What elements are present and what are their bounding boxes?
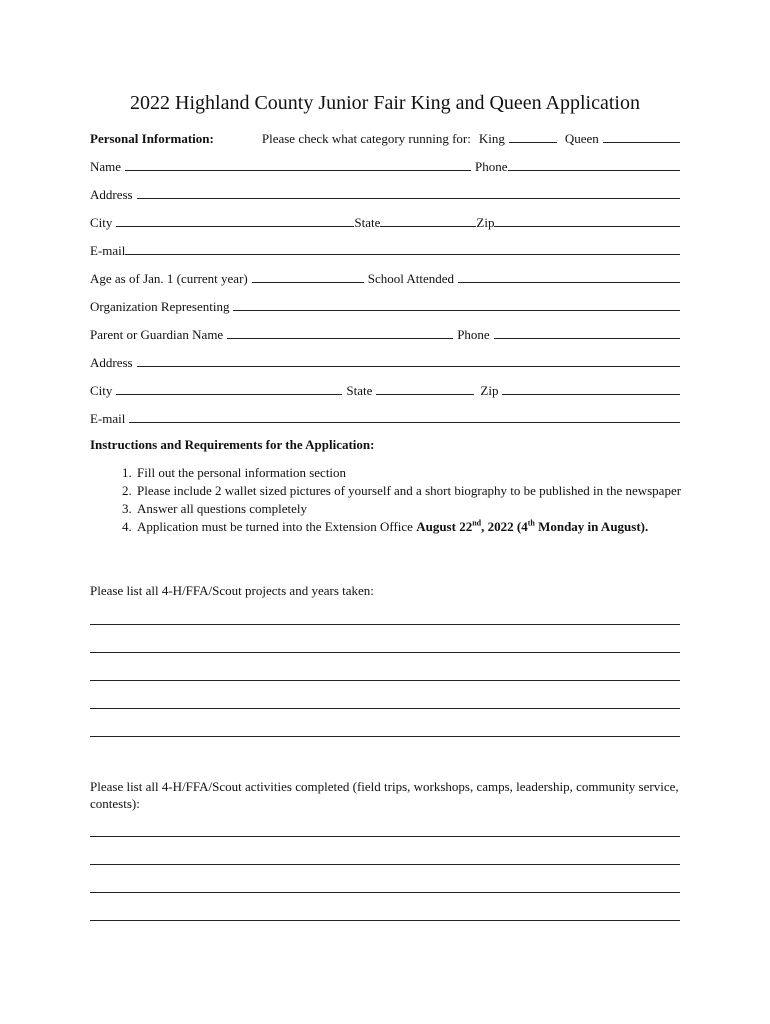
instructions-list <box>90 464 695 536</box>
parent-phone-field[interactable] <box>494 326 680 339</box>
address-label: Address <box>90 187 133 202</box>
parent-city-label: City <box>90 383 113 398</box>
age-field[interactable] <box>252 270 364 283</box>
personal-info-heading: Personal Information: <box>90 131 214 146</box>
instruction-item <box>135 518 695 536</box>
deadline-date-text: August 22 <box>416 519 473 534</box>
email-row <box>90 242 680 259</box>
activities-prompt: Please list all 4-H/FFA/Scout activities completed (field trips, workshops, camps, leadership, community service, contests): <box>90 779 679 811</box>
parent-zip-label: Zip <box>480 383 499 398</box>
email-field[interactable] <box>125 242 680 255</box>
projects-line[interactable] <box>90 652 680 653</box>
projects-line[interactable] <box>90 680 680 681</box>
state-label: State <box>354 215 381 230</box>
city-row <box>90 214 680 231</box>
school-field[interactable] <box>458 270 680 283</box>
parent-email-row <box>90 410 680 427</box>
address-field[interactable] <box>137 186 680 199</box>
address-row <box>90 186 680 203</box>
deadline-date-suffix: nd <box>472 518 482 528</box>
projects-line[interactable] <box>90 708 680 709</box>
parent-address-field[interactable] <box>137 354 680 367</box>
projects-line[interactable] <box>90 624 680 625</box>
parent-name-label: Parent or Guardian Name <box>90 327 224 342</box>
zip-label: Zip <box>476 215 495 230</box>
parent-name-field[interactable] <box>227 326 453 339</box>
instruction-item-4-prefix: Application must be turned into the Extension Office <box>137 519 417 534</box>
deadline-ordinal-suffix: th <box>527 518 535 528</box>
name-field[interactable] <box>125 158 471 171</box>
name-label: Name <box>90 159 122 174</box>
page-title: 2022 Highland County Junior Fair King and Queen Application <box>130 92 640 114</box>
instruction-item: 1. Fill out the personal information section <box>135 464 695 482</box>
parent-address-label: Address <box>90 355 133 370</box>
king-checkbox-line[interactable] <box>509 130 557 143</box>
parent-address-row <box>90 354 680 371</box>
instructions-row <box>90 437 680 453</box>
phone-label: Phone <box>475 159 508 174</box>
king-label: King <box>478 131 505 146</box>
city-field[interactable] <box>116 214 354 227</box>
organization-label: Organization Representing <box>90 299 230 314</box>
personal-info-row <box>90 130 680 147</box>
deadline-year: , 2022 (4 <box>481 519 528 534</box>
queen-label: Queen <box>564 131 599 146</box>
parent-row <box>90 326 680 343</box>
parent-phone-label: Phone <box>457 327 490 342</box>
parent-email-field[interactable] <box>129 410 680 423</box>
activities-line[interactable] <box>90 836 680 837</box>
instruction-item: 3. Answer all questions completely <box>135 500 695 518</box>
school-label: School Attended <box>367 271 455 286</box>
instruction-item: 2. Please include 2 wallet sized pictures of yourself and a short biography to be published in the newspaper <box>135 482 695 500</box>
parent-email-label: E-mail <box>90 411 126 426</box>
age-label: Age as of Jan. 1 (current year) <box>90 271 248 286</box>
parent-city-field[interactable] <box>116 382 342 395</box>
category-prompt: Please check what category running for: <box>261 131 471 146</box>
instructions-heading: Instructions and Requirements for the Application: <box>90 437 375 452</box>
deadline-suffix: Monday in August). <box>534 519 649 534</box>
state-field[interactable] <box>380 214 476 227</box>
organization-field[interactable] <box>233 298 680 311</box>
name-row <box>90 158 680 175</box>
zip-field[interactable] <box>494 214 680 227</box>
parent-state-label: State <box>346 383 373 398</box>
queen-checkbox-line[interactable] <box>603 130 680 143</box>
parent-state-field[interactable] <box>376 382 474 395</box>
parent-city-row <box>90 382 680 399</box>
city-label: City <box>90 215 113 230</box>
parent-zip-field[interactable] <box>502 382 680 395</box>
activities-line[interactable] <box>90 920 680 921</box>
deadline-date <box>416 519 648 534</box>
email-label: E-mail <box>90 243 126 258</box>
phone-field[interactable] <box>508 158 680 171</box>
projects-line[interactable] <box>90 736 680 737</box>
organization-row <box>90 298 680 315</box>
activities-line[interactable] <box>90 864 680 865</box>
projects-prompt: Please list all 4-H/FFA/Scout projects and years taken: <box>90 583 374 598</box>
age-row <box>90 270 680 287</box>
activities-line[interactable] <box>90 892 680 893</box>
